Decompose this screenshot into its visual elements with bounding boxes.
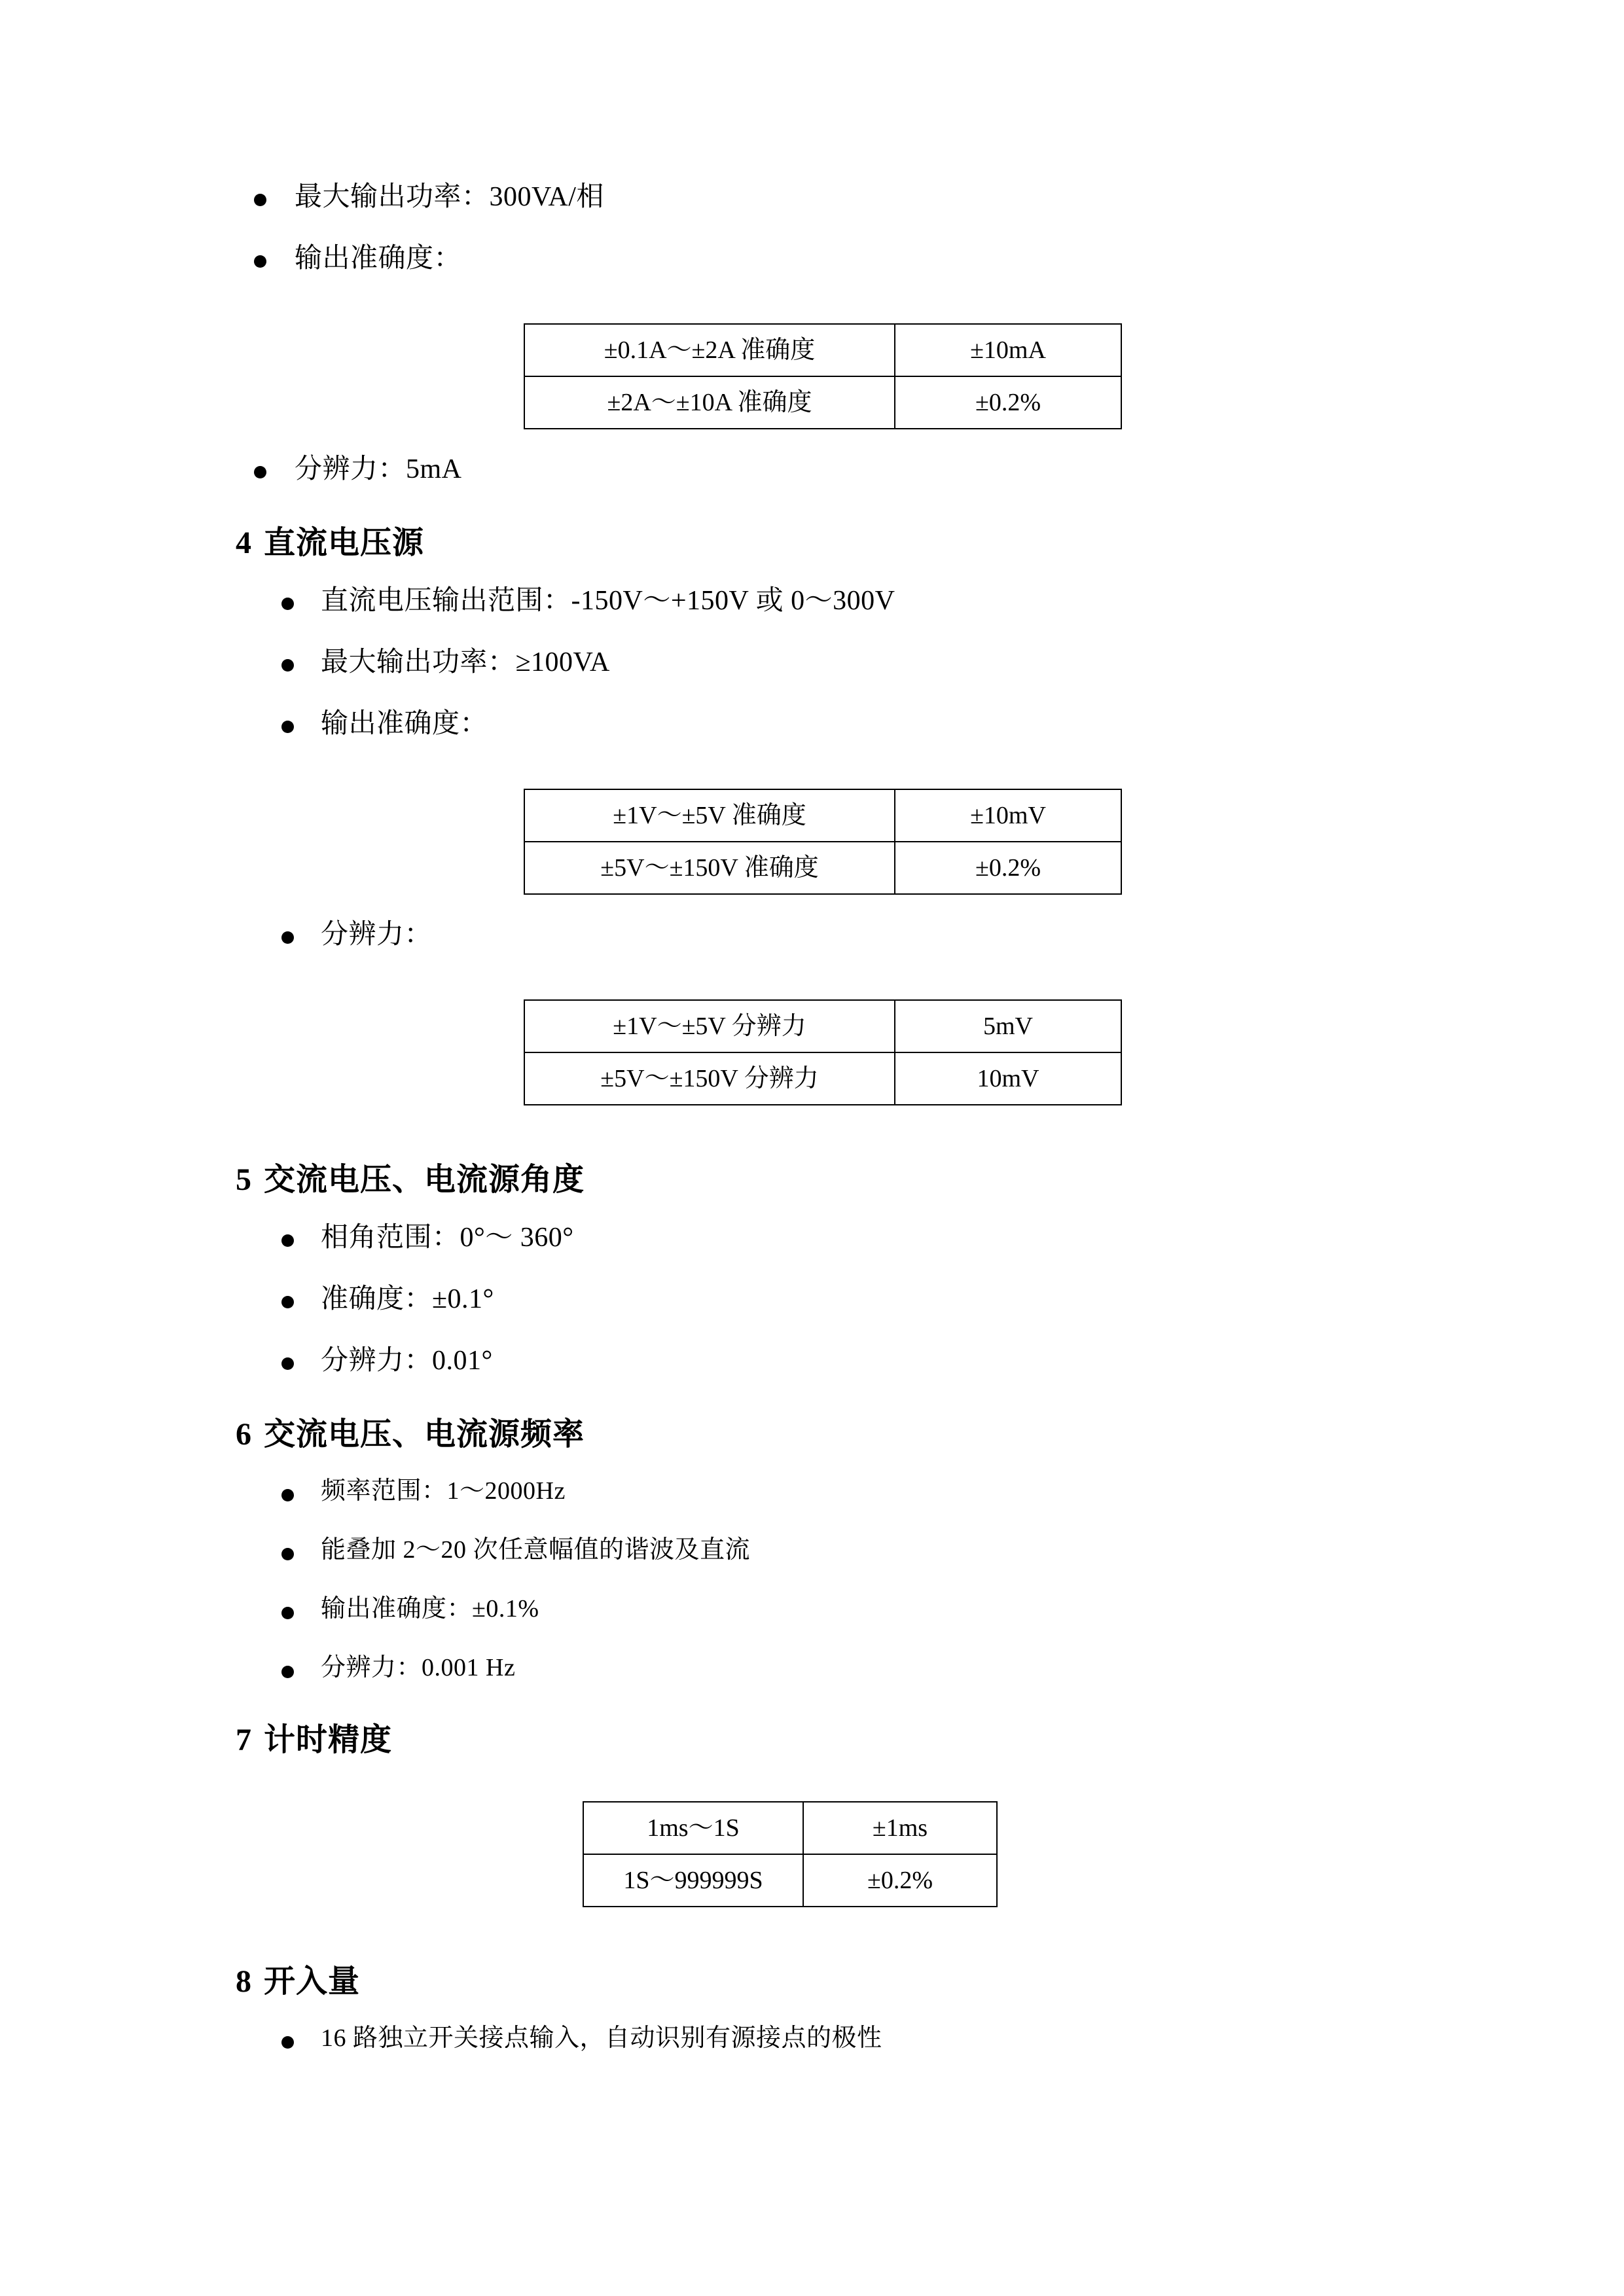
section-number: 4: [236, 526, 252, 560]
table-cell: ±0.2%: [895, 376, 1121, 429]
section-number: 7: [236, 1723, 252, 1757]
section6-bullet-list: [236, 1479, 1428, 1680]
section4-resolution-bullet: [236, 921, 1428, 948]
table-row: [524, 324, 1121, 376]
section-heading-8: [236, 1956, 1428, 2001]
list-item: 频率范围：1～2000Hz: [236, 1479, 1428, 1503]
section5-bullet-list: [236, 1224, 1428, 1374]
list-item: 直流电压输出范围：-150V～+150V 或 0～300V: [236, 587, 1428, 615]
section-dc-voltage-source: [236, 517, 1428, 1132]
list-item: 最大输出功率：300VA/相: [236, 183, 1428, 211]
section-heading-4: [236, 517, 1428, 562]
table-row: [583, 1802, 997, 1854]
table-cell: ±5V～±150V 分辨力: [524, 1052, 895, 1105]
table-wrap-timing: [236, 1784, 1428, 1933]
table-wrap-dc-voltage-resolution: [236, 982, 1428, 1132]
table-wrap-ac-current-accuracy: [236, 306, 1428, 456]
list-item: 输出准确度：±0.1%: [236, 1596, 1428, 1621]
section-heading-7: [236, 1714, 1428, 1759]
section-heading-6: [236, 1408, 1428, 1454]
table-row: [583, 1854, 997, 1907]
list-item: 分辨力：0.01°: [236, 1347, 1428, 1374]
list-item: 输出准确度：: [236, 245, 1428, 272]
list-item: 分辨力：5mA: [236, 456, 1428, 483]
table-row: [524, 789, 1121, 842]
section-title: 计时精度: [264, 1723, 393, 1757]
table-dc-voltage-accuracy: [524, 789, 1122, 895]
section-title: 开入量: [264, 1964, 361, 1999]
list-item: 相角范围：0°～ 360°: [236, 1224, 1428, 1251]
section-digital-input: [236, 1956, 1428, 2051]
section-title: 交流电压、电流源频率: [264, 1417, 585, 1452]
table-row: [524, 1000, 1121, 1052]
table-cell: ±10mA: [895, 324, 1121, 376]
list-item: 输出准确度：: [236, 710, 1428, 738]
list-item: 分辨力：: [236, 921, 1428, 948]
list-item: 16 路独立开关接点输入，自动识别有源接点的极性: [236, 2026, 1428, 2051]
section-title: 交流电压、电流源角度: [264, 1162, 585, 1197]
section4-bullet-list: [236, 587, 1428, 738]
list-item: 能叠加 2～20 次任意幅值的谐波及直流: [236, 1537, 1428, 1562]
table-cell: ±10mV: [895, 789, 1121, 842]
table-cell: 1ms～1S: [583, 1802, 803, 1854]
section-heading-5: [236, 1154, 1428, 1199]
section-number: 6: [236, 1417, 252, 1452]
section-number: 8: [236, 1964, 252, 1999]
table-cell: 10mV: [895, 1052, 1121, 1105]
list-item: 最大输出功率：≥100VA: [236, 649, 1428, 676]
section-number: 5: [236, 1162, 252, 1197]
section-title: 直流电压源: [264, 526, 425, 560]
table-cell: ±2A～±10A 准确度: [524, 376, 895, 429]
section-timing-accuracy: [236, 1714, 1428, 1933]
table-cell: ±0.2%: [803, 1854, 997, 1907]
list-item: 准确度：±0.1°: [236, 1285, 1428, 1313]
table-timing-accuracy: [583, 1801, 998, 1907]
table-row: [524, 376, 1121, 429]
section-angle: [236, 1154, 1428, 1374]
table-dc-voltage-resolution: [524, 999, 1122, 1105]
table-cell: ±1V～±5V 分辨力: [524, 1000, 895, 1052]
table-cell: ±0.1A～±2A 准确度: [524, 324, 895, 376]
section-frequency: [236, 1408, 1428, 1680]
table-cell: ±0.2%: [895, 842, 1121, 894]
table-cell: 1S～999999S: [583, 1854, 803, 1907]
resolution-bullet-list: [236, 456, 1428, 483]
table-row: [524, 1052, 1121, 1105]
list-item: 分辨力：0.001 Hz: [236, 1655, 1428, 1680]
top-bullet-list: [236, 183, 1428, 272]
section8-bullet-list: [236, 2026, 1428, 2051]
table-ac-current-accuracy: [524, 323, 1122, 429]
table-wrap-dc-voltage-accuracy: [236, 772, 1428, 921]
table-row: [524, 842, 1121, 894]
table-cell: ±5V～±150V 准确度: [524, 842, 895, 894]
table-cell: ±1V～±5V 准确度: [524, 789, 895, 842]
table-cell: ±1ms: [803, 1802, 997, 1854]
table-cell: 5mV: [895, 1000, 1121, 1052]
